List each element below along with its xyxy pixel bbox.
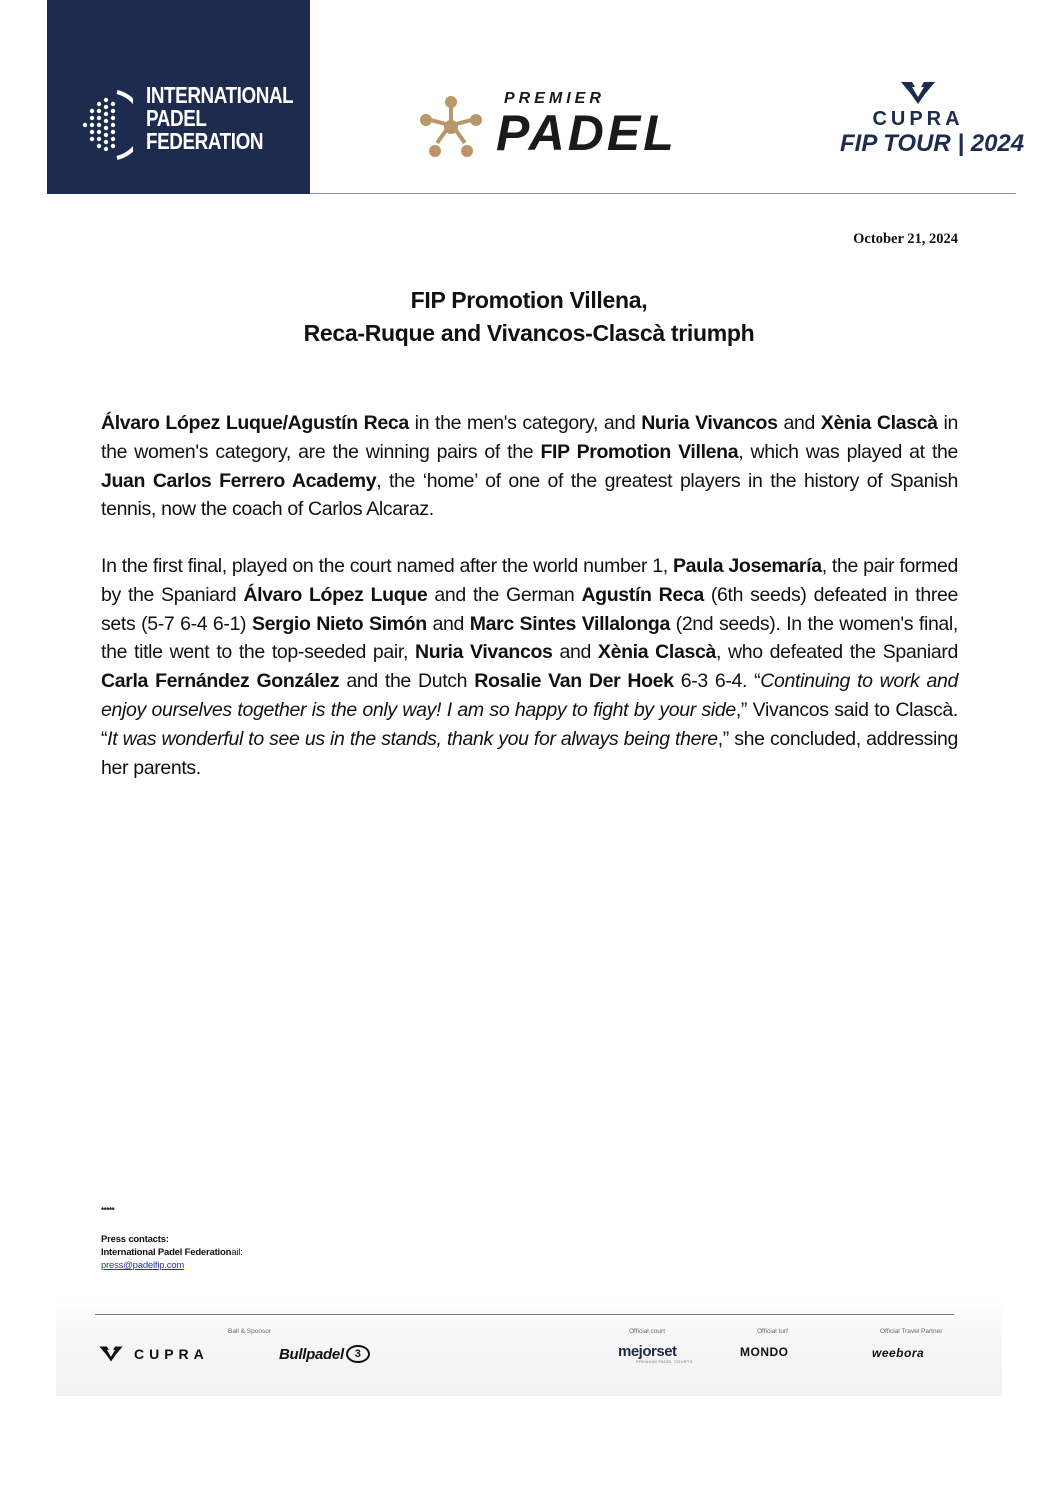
text-run: , which was played at the [738,440,959,463]
footer-divider [95,1314,954,1315]
bullpadel-sponsor-logo [279,1342,370,1366]
text-run: (6th seeds) defeated in three sets (5-7 6-4 6-1) [101,583,958,635]
cupra-wordmark: CUPRA [872,108,964,130]
text-run: , the pair formed by the Spaniard [101,555,958,606]
sponsor-label-ball: Ball & Sponsor [228,1328,271,1335]
body-paragraph-2 [101,552,958,782]
title-line-2: Reca-Ruque and Vivancos-Clascà triumph [303,320,755,346]
ipf-line-1: INTERNATIONAL [146,82,294,108]
bold-text-run: Sergio Nieto Simón [251,612,427,635]
text-run: and the German [427,583,582,606]
title-line-1: FIP Promotion Villena, [410,287,648,313]
padel-wordmark: PADEL [496,105,677,161]
text-run: and [552,641,598,664]
text-run: in the women's category, are the winning pairs of the [101,412,959,463]
bold-text-run: Paula Josemaría [672,555,822,577]
section-separator: ***** [101,1206,115,1215]
quote-text-run: Continuing to work and enjoy ourselves together is the only way! I am so happy to fight by your side [101,670,958,721]
ipf-header-block [47,0,310,194]
text-run: In the first final, played on the court named after the world number 1, [101,555,673,577]
press-email-link[interactable]: press@padelfip.com [101,1260,185,1271]
text-run: 6-3 6-4. “ [673,670,761,693]
ipf-line-3: FEDERATION [146,128,264,154]
bold-text-run: FIP Promotion Villena [540,440,739,463]
premier-wordmark: PREMIER [504,90,605,107]
weebora-sponsor-logo: weebora [872,1346,925,1360]
mondo-sponsor-logo: MONDO [740,1345,789,1359]
text-run: , who defeated the Spaniard [715,641,959,664]
press-contacts-org: International Padel Federation [101,1247,232,1258]
bold-text-run: Xènia Clascà [820,412,938,434]
cupra-fip-tour-logo [840,80,1025,164]
text-run: , the ‘home’ of one of the greatest players in the history of Spanish tennis, now the coach of Carlos Alcaraz. [101,469,958,521]
text-run: (2nd seeds). In the women's final, the title went to the top-seeded pair, [101,612,958,664]
bold-text-run: Agustín Reca [581,583,704,606]
bold-text-run: Rosalie Van Der Hoek [474,670,674,693]
cupra-sponsor-logo [98,1343,209,1365]
mejorset-tagline: PREMIUM PADEL COURTS [636,1359,693,1364]
bold-text-run: Nuria Vivancos [414,641,553,664]
cupra-emblem-icon [899,80,937,106]
premier-padel-flower-icon [416,94,486,160]
body-paragraph-1 [101,409,958,524]
sponsor-label-travel: Official Travel Partner [880,1328,943,1335]
bold-text-run: Carla Fernández González [101,670,340,693]
text-run: and the Dutch [339,670,475,693]
sponsor-label-court: Official court [629,1328,666,1335]
ipf-wordmark [146,84,293,153]
padel-ball-icon [77,86,133,164]
quote-text-run: It was wonderful to see us in the stands, thank you for always being there [107,727,718,750]
cupra-sponsor-wordmark: CUPRA [134,1346,209,1362]
bullpadel-badge-icon: 3 [346,1345,370,1363]
press-release-title [100,284,958,350]
text-run: in the men's category, and [408,412,642,434]
bold-text-run: Xènia Clascà [597,641,716,664]
cupra-emblem-icon [98,1345,124,1363]
bold-text-run: Álvaro López Luque/Agustín Reca [101,412,409,434]
sponsor-label-turf: Official turf [757,1328,788,1335]
fip-tour-wordmark: FIP TOUR | 2024 [840,130,1025,157]
ipf-line-2: PADEL [146,105,207,131]
press-contacts-org-suffix: ail: [231,1247,243,1258]
premier-padel-logo [416,90,706,160]
press-contacts [101,1233,243,1272]
bullpadel-wordmark: Bullpadel [279,1345,344,1363]
press-contacts-heading: Press contacts: [101,1234,169,1245]
mejorset-sponsor-logo: mejorset [618,1343,677,1360]
bold-text-run: Marc Sintes Villalonga [469,612,670,635]
text-run: ,” Vivancos said to Clascà. “ [101,698,958,750]
bold-text-run: Juan Carlos Ferrero Academy [101,469,377,492]
header-divider [310,193,1016,194]
release-date: October 21, 2024 [853,231,958,247]
text-run: and [426,612,470,635]
text-run: ,” she concluded, addressing her parents. [101,727,958,779]
bold-text-run: Nuria Vivancos [641,412,778,434]
text-run: and [777,412,821,434]
bold-text-run: Álvaro López Luque [243,583,428,606]
